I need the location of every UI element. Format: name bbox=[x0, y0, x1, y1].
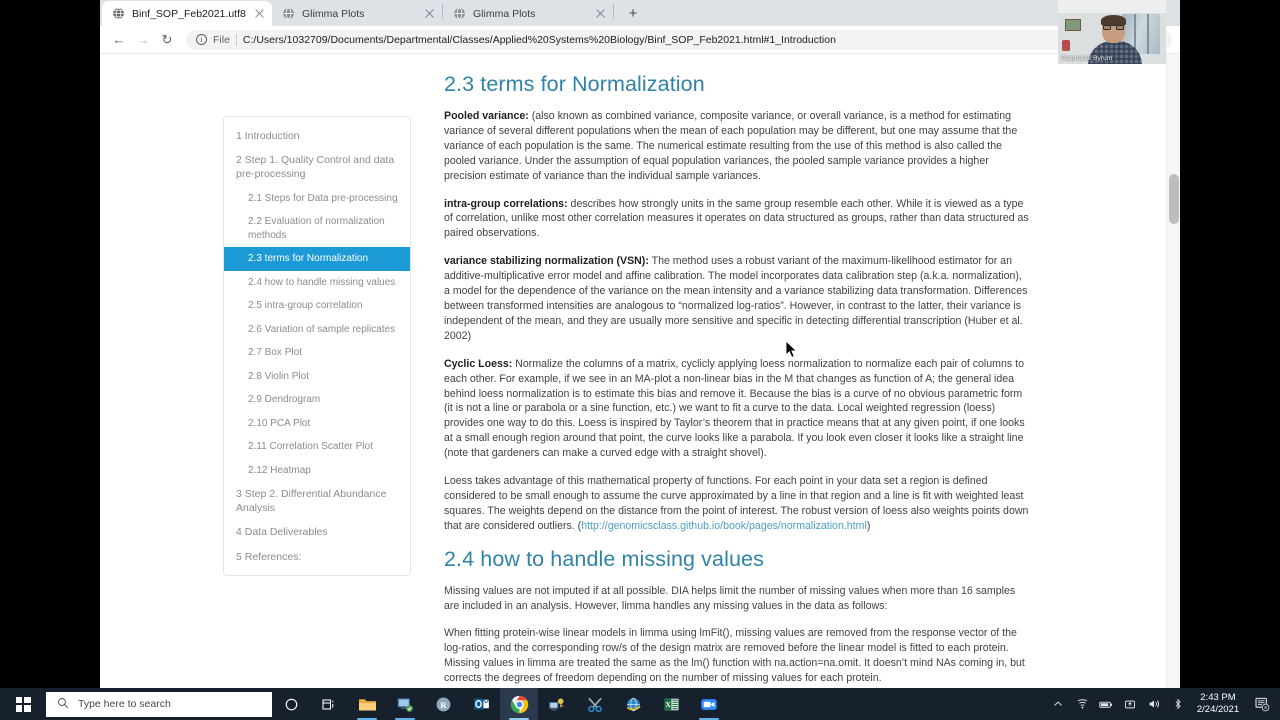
page-scrollbar[interactable] bbox=[1166, 54, 1180, 688]
mouse-cursor bbox=[786, 341, 798, 359]
chrome-icon[interactable] bbox=[500, 688, 538, 720]
webcam-ceiling bbox=[1058, 0, 1166, 13]
toc-item-2-7-box-plot[interactable]: 2.7 Box Plot bbox=[248, 347, 302, 359]
remote-desktop-icon[interactable] bbox=[386, 688, 424, 720]
toc-item-3-differential-abundance[interactable]: 3 Step 2. Differential Abundance Analysis bbox=[236, 488, 387, 515]
notification-count: 8 bbox=[1264, 705, 1267, 711]
toc-item-2-2-evaluation-normalization[interactable]: 2.2 Evaluation of normalization methods bbox=[248, 216, 385, 241]
search-icon bbox=[57, 697, 69, 712]
outlook-icon[interactable] bbox=[462, 688, 500, 720]
reload-icon[interactable]: ↻ bbox=[161, 31, 173, 47]
toc-item-2-3-terms-normalization[interactable]: 2.3 terms for Normalization bbox=[224, 247, 410, 271]
forward-icon[interactable]: → bbox=[136, 32, 150, 47]
volume-icon[interactable] bbox=[1142, 688, 1166, 720]
paragraph-missing-values-intro: Missing values are not imputed if at all possible. DIA helps limit the number of missing values when more than 16 samples are included in an analysis. However, limma handles any missing values in the data as follows: bbox=[444, 584, 1016, 612]
paragraph-pooled-variance bbox=[444, 109, 1030, 184]
toc-item-2-1-steps-preprocessing[interactable]: 2.1 Steps for Data pre-processing bbox=[248, 192, 398, 204]
paragraph-text: describes how strongly units in the same group resemble each other. While it is viewed as a type of correlation, unlike most other correlation measures it operates on data structured as groups, rather than data structured as paired observations. bbox=[444, 197, 1029, 240]
svg-text:X: X bbox=[664, 699, 671, 709]
search-placeholder: Type here to search bbox=[78, 698, 171, 710]
term-intra-group-correlations: intra-group correlations: bbox=[444, 197, 568, 210]
paragraph-limma-missing-values: When fitting protein-wise linear models in limma using lmFit(), missing values are removed from the response vector of the log-ratios, and the corresponding row/s of the design matrix are removed before the linear model is fitted to each protein. Missing values in limma are treated the same as the lm() function with na.action=na.omit. It doesn’t mind NAs coming in, but corrects the degrees of freedom depending on the number of missing values for each protein. bbox=[444, 627, 1025, 685]
paragraph-vsn bbox=[444, 254, 1030, 343]
rstudio-icon[interactable] bbox=[424, 688, 462, 720]
action-center-icon[interactable] bbox=[1248, 688, 1276, 720]
taskbar-clock[interactable] bbox=[1190, 692, 1248, 716]
onedrive-icon[interactable] bbox=[1118, 688, 1142, 720]
globe-icon bbox=[453, 7, 466, 20]
toc-item-1-introduction[interactable]: 1 Introduction bbox=[236, 130, 300, 142]
chrome-browser-window bbox=[100, 0, 1180, 688]
page-viewport bbox=[100, 54, 1180, 688]
term-vsn: variance stabilizing normalization (VSN): bbox=[444, 255, 649, 268]
paragraph-text-tail: ) bbox=[866, 519, 871, 532]
scrollbar-thumb[interactable] bbox=[1169, 174, 1179, 224]
page-info-icon[interactable]: i bbox=[196, 34, 207, 45]
cortana-icon[interactable] bbox=[272, 688, 310, 720]
tab-strip bbox=[100, 0, 1180, 26]
close-icon[interactable] bbox=[594, 7, 607, 20]
paragraph-text: The method uses a robust variant of the maximum-likelihood estimator for an additive-multiplicative error model and affine calibration. The model incorporates data calibration step (a.k.a. normalization), a model for the dependence of the variance on the mean intensity and a variance stabilizing data transformation. Differences between transformed intensities are analogous to “normalized log-ratios”. However, in contrast to the latter, their variance is independent of the mean, and they are usually more sensitive and specific in detecting differential transcription (Huber et al. 2002) bbox=[444, 255, 1028, 342]
back-icon[interactable]: ← bbox=[112, 32, 126, 47]
toc-item-2-10-pca-plot[interactable]: 2.10 PCA Plot bbox=[248, 417, 311, 429]
webcam-lamp bbox=[1062, 40, 1070, 51]
excel-icon[interactable] bbox=[652, 688, 690, 720]
network-connection-icon[interactable] bbox=[538, 688, 576, 720]
paragraph-loess-detail bbox=[444, 474, 1030, 534]
zoom-icon[interactable] bbox=[690, 688, 728, 720]
url-scheme-label: File bbox=[213, 33, 230, 46]
bluetooth-icon[interactable] bbox=[1166, 688, 1190, 720]
paragraph-intra-group-correlations bbox=[444, 197, 1030, 242]
webcam-overlay[interactable] bbox=[1058, 0, 1166, 64]
omnibox-divider bbox=[236, 34, 237, 46]
webcam-wall-picture bbox=[1065, 19, 1081, 31]
search-input[interactable] bbox=[46, 692, 272, 717]
task-view-icon[interactable] bbox=[310, 688, 348, 720]
start-button[interactable] bbox=[0, 688, 46, 720]
paragraph-text: (also known as combined variance, composite variance, or overall variance, is a method for estimating variance of several different populations when the mean of each population may be different, but one may assume that the variance of each population is the same. The numerical estimate resulting from the use of this method is also called the pooled variance. Under the assumption of equal population variances, the pooled sample variance provides a higher precision estimate of variance than the individual sample variances. bbox=[444, 110, 1018, 182]
paragraph-cyclic-loess bbox=[444, 357, 1030, 461]
toc-item-4-data-deliverables[interactable]: 4 Data Deliverables bbox=[236, 526, 328, 539]
paragraph-text: Loess takes advantage of this mathematical property of functions. For each point in your data set a region is defined considered to be small enough to assume the curve approximated by a line in that region and a line is fit with weighted least squares. The weights depend on the distance from the point of interest. The robust version of loess also weights points down that are considered outliers. ( bbox=[444, 475, 1029, 532]
globe-icon bbox=[112, 7, 125, 20]
internet-explorer-icon[interactable] bbox=[614, 688, 652, 720]
paragraph-text: Normalize the columns of a matrix, cyclicly applying loess normalization to normalize each pair of columns to each other. For example, if we see in an MA-plot a non-linear bias in the M that changes as function of A; the general idea behind loess normalization is to estimate this bias and remove it. Because the bias is a curve of no obvious parametric form (it is not a line or parabola or a sine function, etc.) we want to fit a curve to the data. Local weighted regression (loess) provides one way to do this. Loess is inspired by Taylor’s theorem that in practice means that at any given point, if one looks at a small enough region around that point, the curve looks like a parabola. If you look even closer it looks like a straight line (note that gardeners can make a curved edge with a straight shovel). bbox=[444, 357, 1025, 460]
url-text: C:/Users/1032709/Documents/Departmental/Classes/Applied%20Systems%20Biology/Binf_SOP_Feb2021.html#1_Introduction bbox=[242, 33, 836, 46]
glasses-icon bbox=[1103, 25, 1124, 30]
toc-item-2-8-violin-plot[interactable]: 2.8 Violin Plot bbox=[248, 370, 309, 382]
page-content bbox=[100, 54, 1166, 688]
windows-taskbar bbox=[0, 688, 1280, 720]
windows-logo-icon bbox=[16, 697, 31, 712]
tab-divider bbox=[613, 4, 614, 19]
toc-item-5-references[interactable]: 5 References: bbox=[236, 550, 302, 563]
file-explorer-icon[interactable] bbox=[348, 688, 386, 720]
toc-item-2-11-correlation-scatter-plot[interactable]: 2.11 Correlation Scatter Plot bbox=[248, 441, 373, 453]
system-tray bbox=[1046, 688, 1280, 720]
address-bar[interactable] bbox=[186, 30, 1172, 50]
term-pooled-variance: Pooled variance: bbox=[444, 110, 529, 122]
globe-icon bbox=[282, 7, 295, 20]
toc-item-2-9-dendrogram[interactable]: 2.9 Dendrogram bbox=[248, 394, 321, 406]
genomicsclass-link[interactable]: http://genomicsclass.github.io/book/pages/normalization.html bbox=[581, 519, 867, 532]
webcam-participant-name: Stephanie Byrum bbox=[1061, 55, 1113, 62]
browser-tab-2[interactable] bbox=[272, 1, 442, 26]
term-cyclic-loess: Cyclic Loess: bbox=[444, 357, 513, 370]
battery-icon[interactable] bbox=[1094, 688, 1118, 720]
clock-date: 2/24/2021 bbox=[1196, 704, 1240, 715]
clock-time: 2:43 PM bbox=[1200, 692, 1236, 703]
close-icon[interactable] bbox=[253, 7, 266, 20]
toc-item-2-6-variation-replicates[interactable]: 2.6 Variation of sample replicates bbox=[248, 323, 396, 335]
new-tab-button[interactable]: + bbox=[628, 4, 638, 22]
wifi-icon[interactable] bbox=[1070, 688, 1094, 720]
tab-title: Glimma Plots bbox=[302, 7, 365, 20]
snipping-tool-icon[interactable] bbox=[576, 688, 614, 720]
browser-tab-1[interactable] bbox=[102, 1, 272, 26]
tab-title: Binf_SOP_Feb2021.utf8 bbox=[132, 7, 246, 20]
table-of-contents bbox=[223, 116, 411, 576]
svg-text:R: R bbox=[439, 699, 447, 710]
toc-item-2-5-intra-group-correlation[interactable]: 2.5 intra-group correlation bbox=[248, 300, 363, 312]
article-body bbox=[444, 62, 1030, 688]
tab-title: Glimma Plots bbox=[473, 7, 536, 20]
show-hidden-icons-chevron-icon[interactable] bbox=[1046, 688, 1070, 720]
section-heading-2-3: 2.3 terms for Normalization bbox=[444, 72, 705, 96]
browser-toolbar bbox=[100, 26, 1180, 54]
toc-item-2-quality-control[interactable]: 2 Step 1. Quality Control and data pre-processing bbox=[236, 154, 395, 181]
close-icon[interactable] bbox=[423, 7, 436, 20]
browser-tab-3[interactable] bbox=[443, 1, 613, 26]
section-heading-2-4: 2.4 how to handle missing values bbox=[444, 546, 764, 571]
toc-item-2-12-heatmap[interactable]: 2.12 Heatmap bbox=[248, 464, 311, 476]
toc-item-2-4-missing-values[interactable]: 2.4 how to handle missing values bbox=[248, 276, 396, 288]
